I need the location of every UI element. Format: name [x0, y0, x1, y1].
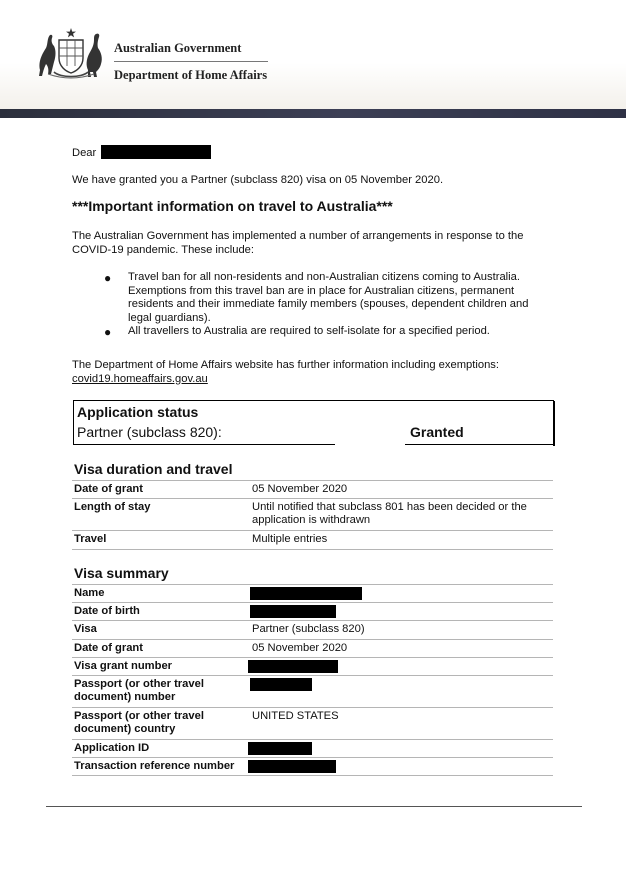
important-heading: ***Important information on travel to Australia***	[72, 198, 393, 214]
coat-of-arms-icon	[34, 26, 108, 80]
table-row: Length of stay Until notified that subclass 801 has been decided or the application is withdrawn	[72, 499, 553, 531]
status-title: Application status	[77, 404, 199, 420]
redacted-application-id	[248, 742, 312, 755]
travel-info-list	[72, 271, 554, 339]
letterhead	[0, 0, 626, 114]
table-row: Visa Partner (subclass 820)	[72, 621, 553, 640]
redacted-date-of-birth	[250, 605, 336, 618]
website-paragraph	[72, 359, 554, 386]
table-row: Date of grant 05 November 2020	[72, 481, 553, 499]
table-row: Date of birth	[72, 603, 553, 621]
salutation: Dear	[72, 147, 97, 159]
footer-divider	[46, 806, 582, 807]
redacted-name	[250, 587, 362, 600]
header-bar	[0, 109, 626, 118]
table-row: Application ID	[72, 740, 553, 758]
list-item: ● All travellers to Australia are required to self-isolate for a specified period.	[104, 325, 490, 339]
redacted-recipient-name	[101, 145, 211, 159]
status-visa-label: Partner (subclass 820):	[77, 424, 222, 440]
status-badge: Granted	[410, 424, 464, 440]
salutation-line	[72, 145, 211, 161]
bullet-icon: ●	[104, 271, 112, 285]
header-divider	[114, 61, 268, 62]
bullet-icon: ●	[104, 325, 112, 339]
visa-duration-title: Visa duration and travel	[74, 461, 233, 477]
website-text: The Department of Home Affairs website has further information including exemptions:	[72, 359, 499, 371]
application-status-box	[73, 400, 554, 445]
grant-statement: We have granted you a Partner (subclass 820) visa on 05 November 2020.	[72, 174, 444, 186]
list-item: ● Travel ban for all non-residents and non-Australian citizens coming to Australia. Exemptions from this travel ban are in place for Australian citizens, permanent residents and their immediate family members (spouses, dependent children and legal guardians).	[104, 271, 529, 324]
redacted-visa-grant-number	[248, 660, 338, 673]
table-row: Passport (or other travel document) number	[72, 676, 553, 708]
table-row: Date of grant 05 November 2020	[72, 640, 553, 658]
table-row: Name	[72, 585, 553, 603]
intro-paragraph: The Australian Government has implemented a number of arrangements in response to the COVID-19 pandemic. These include:	[72, 230, 524, 256]
table-row: Transaction reference number	[72, 758, 553, 776]
table-row: Passport (or other travel document) country UNITED STATES	[72, 708, 553, 740]
redacted-passport-number	[250, 678, 312, 691]
covid-website-link[interactable]: covid19.homeaffairs.gov.au	[72, 372, 208, 385]
redacted-transaction-reference	[248, 760, 336, 773]
department-name: Department of Home Affairs	[114, 68, 268, 82]
government-name: Australian Government	[114, 41, 242, 55]
visa-summary-title: Visa summary	[74, 565, 169, 581]
table-row: Visa grant number	[72, 658, 553, 676]
table-row: Travel Multiple entries	[72, 531, 553, 550]
